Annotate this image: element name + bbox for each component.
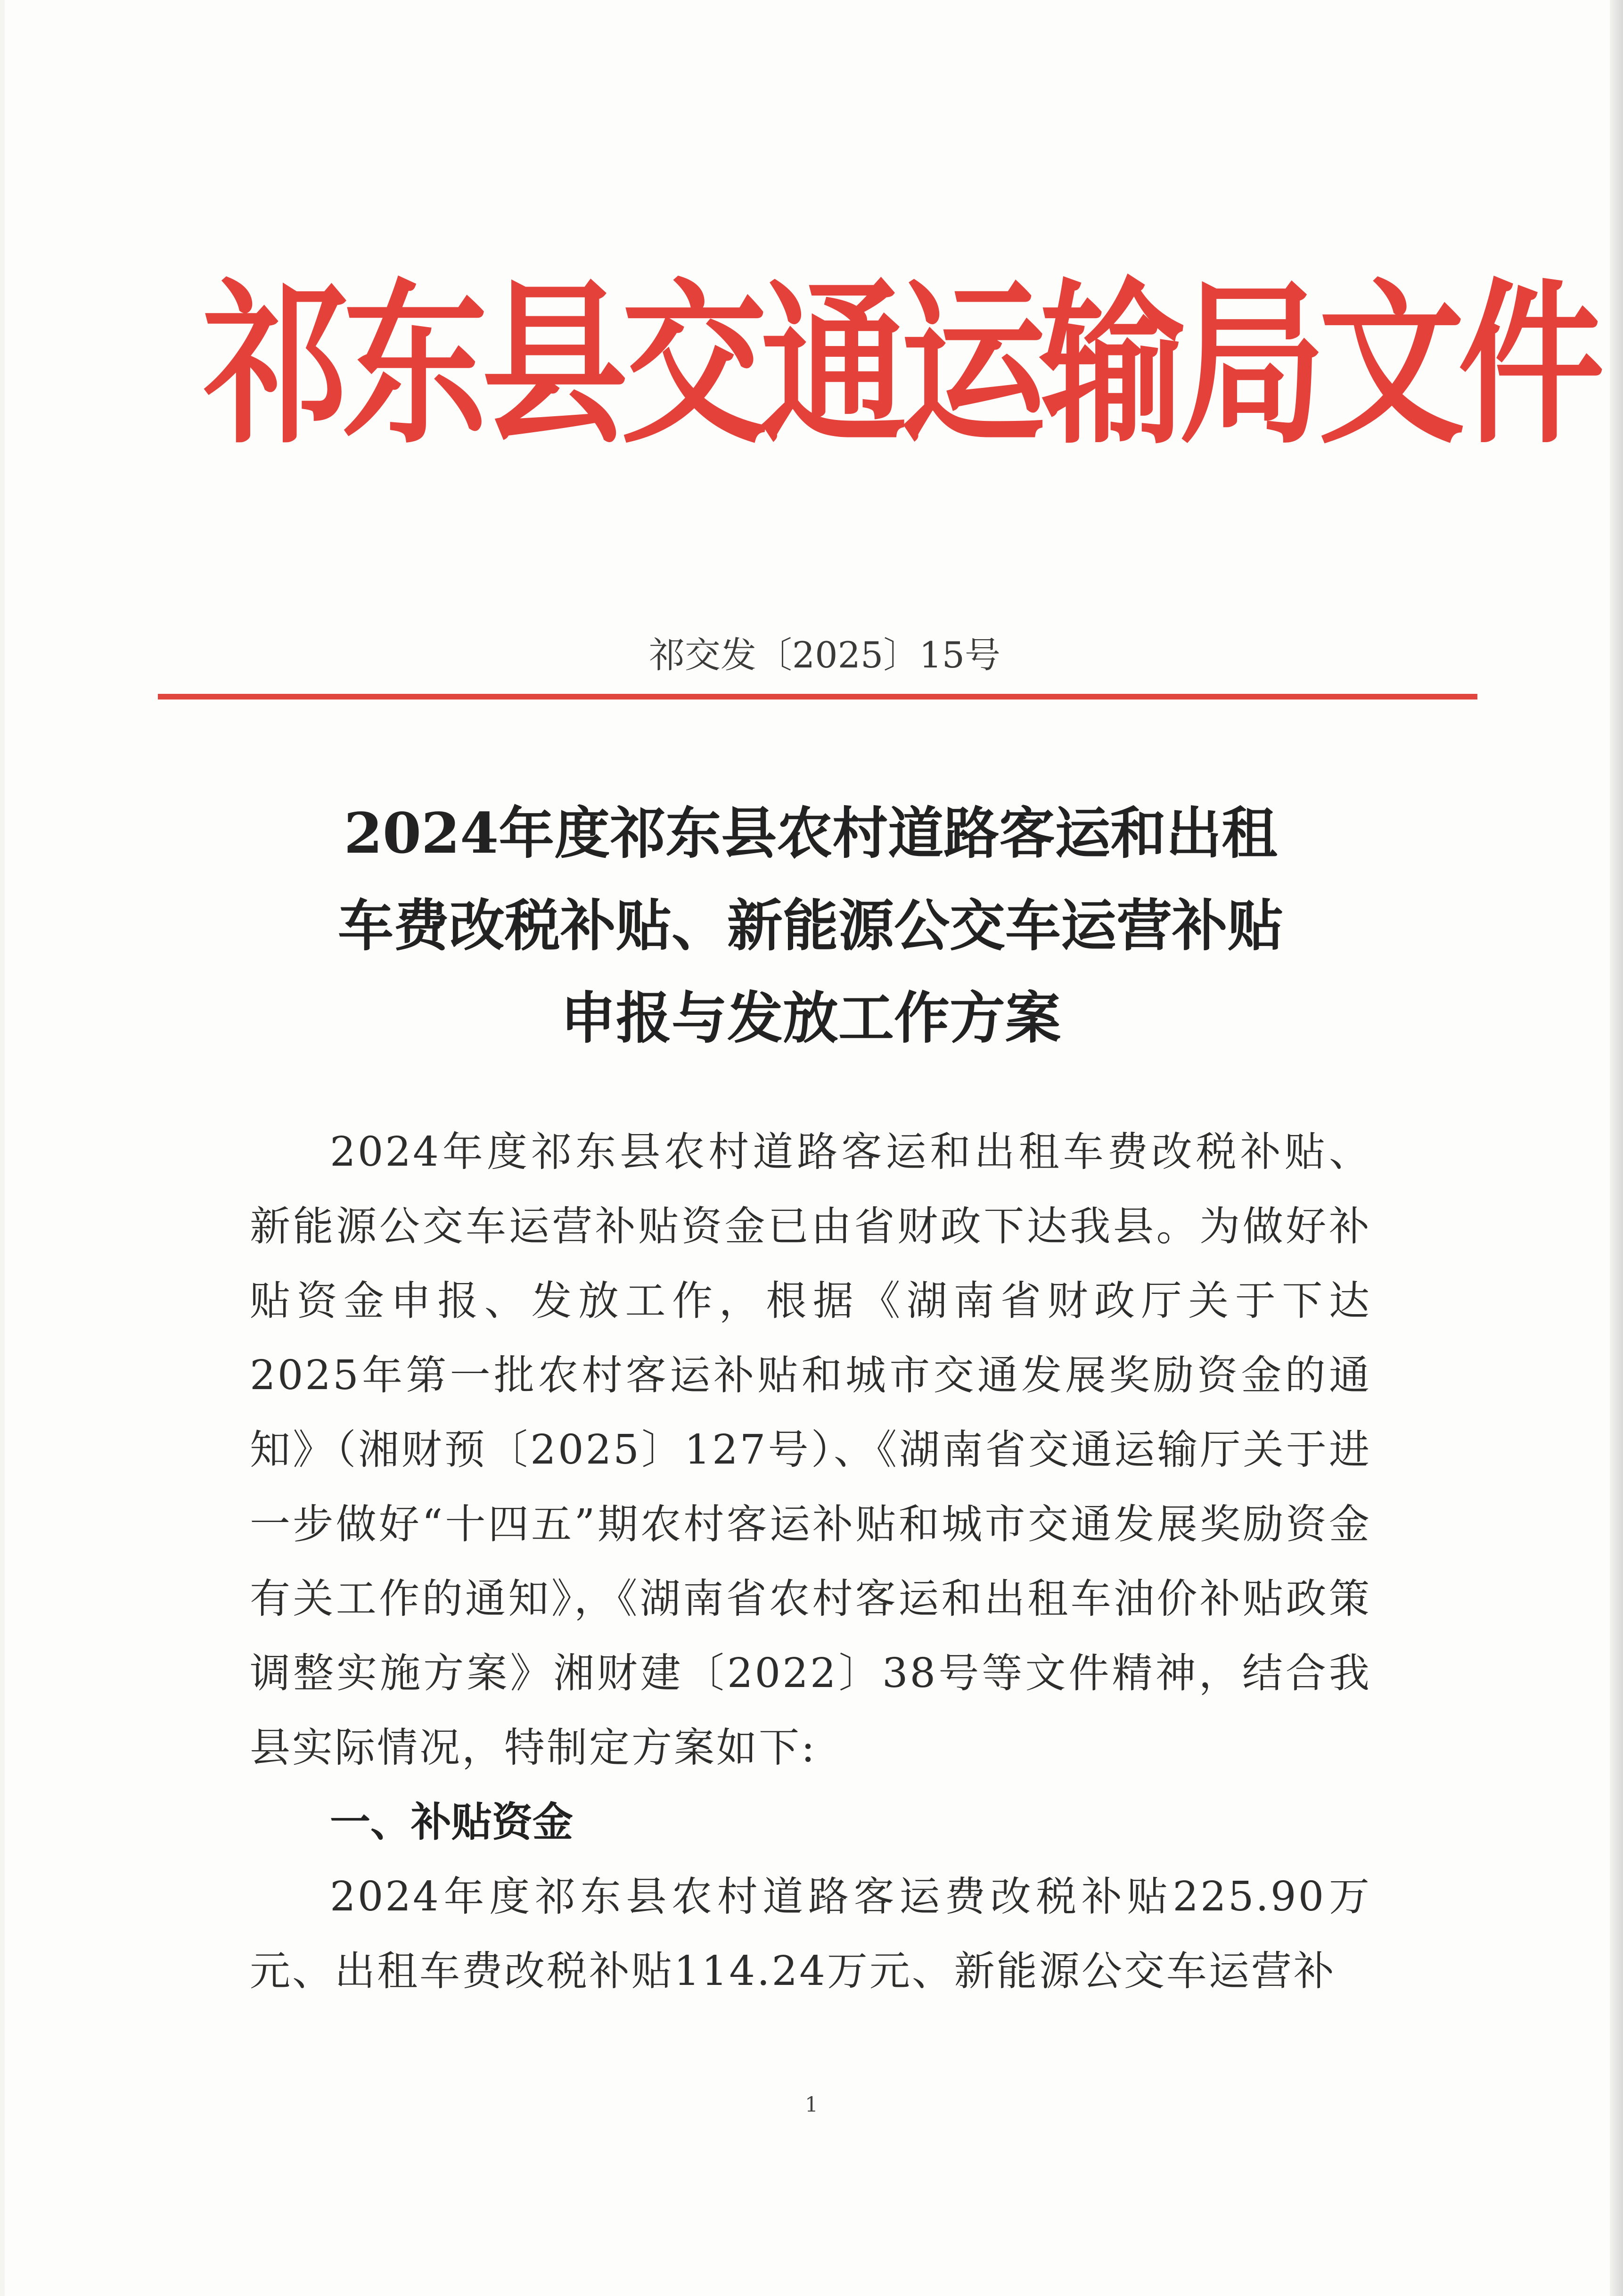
- section-1-paragraph: 2024年度祁东县农村道路客运费改税补贴225.90万元、出租车费改税补贴114.24万元、新能源公交车运营补: [250, 1873, 1371, 1995]
- intro-paragraph: 2024年度祁东县农村道路客运和出租车费改税补贴、新能源公交车运营补贴资金已由省财政下达我县。为做好补贴资金申报、发放工作，根据《湖南省财政厅关于下达2025年第一批农村客运补贴和城市交通发展奖励资金的通知》（湘财预〔2025〕127号）、《湖南省交通运输厅关于进一步做好“十四五”期农村客运补贴和城市交通发展奖励资金有关工作的通知》，《湖南省农村客运和出租车油价补贴政策调整实施方案》湘财建〔2022〕38号等文件精神，结合我县实际情况，特制定方案如下:: [250, 1128, 1371, 1771]
- document-number: 祁交发〔2025〕15号: [648, 634, 1001, 676]
- document-title: [189, 787, 1433, 1064]
- page-number: 1: [805, 2093, 818, 2117]
- section-1-heading: 一、补贴资金: [330, 1799, 573, 1846]
- red-separator-line: [158, 694, 1477, 699]
- title-line-1: 2024年度祁东县农村道路客运和出租: [344, 800, 1278, 866]
- document-body: [250, 1115, 1371, 2008]
- page-left-edge: [0, 0, 5, 2296]
- page-right-edge: [1610, 0, 1623, 2296]
- issuer-redhead: 祁东县交通运输局文件: [203, 270, 1598, 465]
- title-line-2: 车费改税补贴、新能源公交车运营补贴: [337, 893, 1283, 958]
- title-line-3: 申报与发放工作方案: [560, 985, 1061, 1051]
